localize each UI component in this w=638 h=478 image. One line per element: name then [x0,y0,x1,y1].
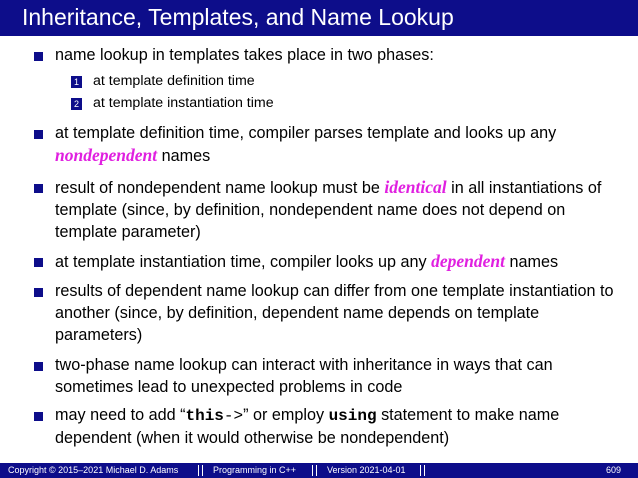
emphasis-dependent: dependent [431,251,505,271]
code-using: using [328,407,377,425]
footer-course: Programming in C++ [213,465,297,475]
bullet-square-icon [34,130,43,139]
bullet-square-icon [34,52,43,61]
bullet-square-icon [34,258,43,267]
bullet-square-icon [34,362,43,371]
slide-title-bar [0,0,638,36]
bullet-text-part: statement to make name dependent (when it would otherwise be nondependent) [55,406,560,447]
footer-version: Version 2021-04-01 [327,465,406,475]
bullet-text [55,122,625,167]
footer-separator [198,465,203,476]
footer-page-number: 609 [606,465,622,475]
bullet-text [55,176,625,243]
bullet-text-part: at template definition time, compiler parses template and looks up any [55,124,557,142]
emphasis-nondependent: nondependent [55,145,158,165]
sub-item-text: at template instantiation time [93,95,274,111]
footer-separator [312,465,317,476]
emphasis-identical: identical [384,177,447,197]
bullet-text-part: may need to add “ [55,406,186,424]
bullet-text: results of dependent name lookup can differ from one template instantiation to another (since, by definition, dependent name depends on template parameters) [55,282,614,344]
code-arrow: -> [223,407,244,425]
bullet-square-icon [34,184,43,193]
bullet-text: name lookup in templates takes place in two phases: [55,46,434,64]
bullet-square-icon [34,412,43,421]
footer-copyright: Copyright © 2015–2021 Michael D. Adams [8,465,179,475]
bullet-text-part: at template instantiation time, compiler looks up any [55,253,432,271]
code-this: this [185,407,224,425]
bullet-text-part: names [505,253,559,271]
bullet-text: two-phase name lookup can interact with inheritance in ways that can sometimes lead to unexpected problems in code [55,356,553,396]
enumeration-number: 2 [71,98,82,110]
bullet-text [55,404,625,449]
bullet-text-part: ” or employ [243,406,329,424]
slide-footer [0,463,638,478]
bullet-text-part: result of nondependent name lookup must be [55,179,385,197]
enumeration-number: 1 [71,76,82,88]
bullet-text-part: in all instantiations of template (since, by definition, nondependent name does not depend on template parameter) [55,179,602,241]
bullet-text-part: names [157,147,211,165]
footer-separator [420,465,425,476]
slide-title: Inheritance, Templates, and Name Lookup [22,4,454,30]
sub-item-text: at template definition time [93,73,255,89]
bullet-text [55,250,625,273]
bullet-square-icon [34,288,43,297]
